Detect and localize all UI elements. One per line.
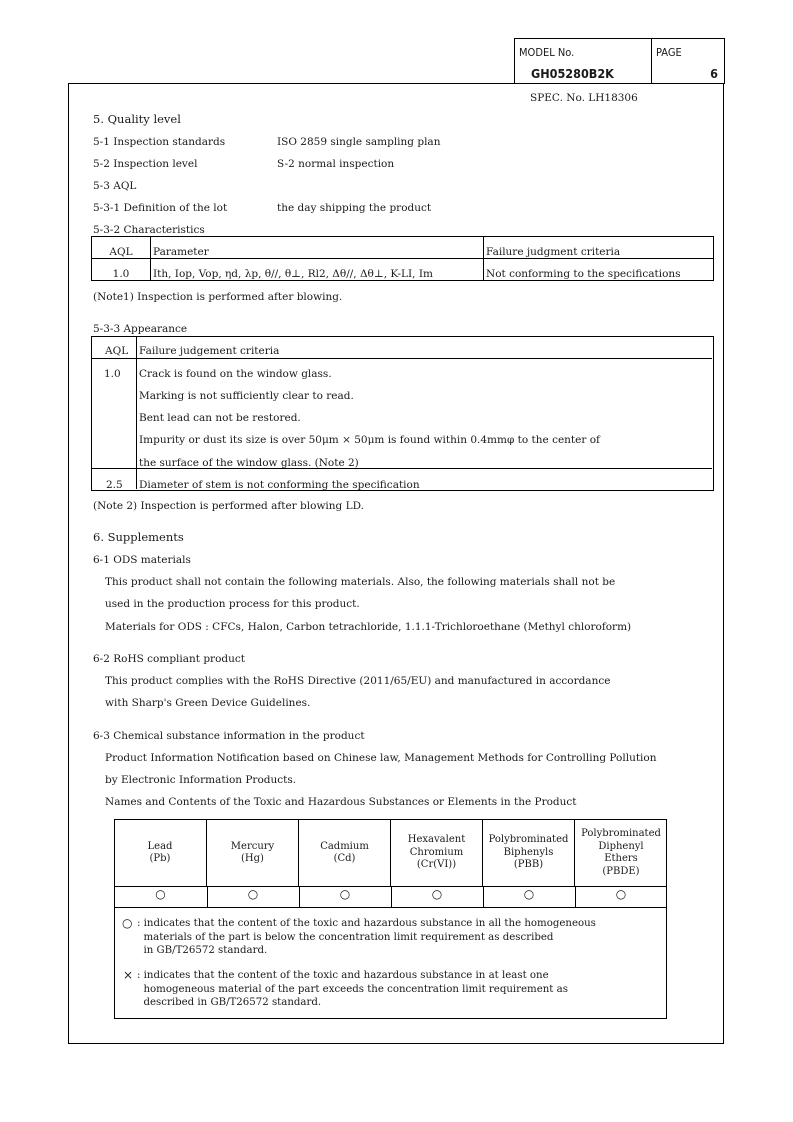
substance-pbde: Polybrominated Diphenyl Ethers (PBDE) xyxy=(581,828,661,877)
chem-text: by Electronic Information Products. xyxy=(105,774,297,786)
mark-lead: ○ xyxy=(155,887,166,901)
chem-text: Product Information Notification based on Chinese law, Management Methods for Controlling Pollution xyxy=(105,752,657,764)
criteria-cell: Not conforming to the specifications xyxy=(484,259,714,281)
legend-cross-symbol: × xyxy=(123,968,134,982)
ods-title: 6-1 ODS materials xyxy=(93,554,191,566)
page-number-box xyxy=(651,38,725,84)
mark-hexavalent-chromium: ○ xyxy=(431,887,443,901)
section-quality-title: 5. Quality level xyxy=(93,112,181,126)
note-1: (Note1) Inspection is performed after blowing. xyxy=(93,291,343,303)
substance-lead: Lead (Pb) xyxy=(114,819,207,887)
page-value: 6 xyxy=(710,66,718,81)
rohs-title: 6-2 RoHS compliant product xyxy=(93,653,245,665)
legend-circle-text: : indicates that the content of the toxic and hazardous substance in all the homogeneous materials of the part is below the concentration limit requirement as described in GB/T26572 standard. xyxy=(137,918,596,956)
chem-text: Names and Contents of the Toxic and Hazardous Substances or Elements in the Product xyxy=(105,796,577,808)
rohs-text: This product complies with the RoHS Directive (2011/65/EU) and manufactured in accordance xyxy=(105,675,611,687)
mark-pbde: ○ xyxy=(615,887,627,901)
page-label: PAGE xyxy=(656,46,682,59)
appearance-criterion: Crack is found on the window glass. xyxy=(139,368,332,380)
lot-definition-value: the day shipping the product xyxy=(277,202,432,214)
ods-text: used in the production process for this product. xyxy=(105,598,360,610)
inspection-level-label: 5-2 Inspection level xyxy=(93,158,198,170)
appearance-criterion: Impurity or dust its size is over 50μm × 50μm is found within 0.4mmφ to the center of xyxy=(139,434,600,446)
parameter-header: Parameter xyxy=(151,237,484,259)
characteristics-title: 5-3-2 Characteristics xyxy=(93,224,205,236)
inspection-standards-label: 5-1 Inspection standards xyxy=(93,136,226,148)
model-value: GH05280B2K xyxy=(531,66,614,81)
appearance-criterion: Diameter of stem is not conforming the specification xyxy=(139,479,420,491)
note-2: (Note 2) Inspection is performed after blowing LD. xyxy=(93,500,364,512)
section-supplements-title: 6. Supplements xyxy=(93,530,184,544)
appearance-criteria-header: Failure judgement criteria xyxy=(139,345,280,357)
legend-cross-text: : indicates that the content of the toxic and hazardous substance in at least one homogeneous material of the part exceeds the concentration limit requirement as described in GB/T26572 standard. xyxy=(137,970,568,1008)
appearance-criterion: Bent lead can not be restored. xyxy=(139,412,301,424)
chem-title: 6-3 Chemical substance information in the product xyxy=(93,730,365,742)
table-row xyxy=(92,237,714,259)
appearance-criterion: Marking is not sufficiently clear to read. xyxy=(139,390,354,402)
appearance-criterion: the surface of the window glass. (Note 2) xyxy=(139,457,359,469)
appearance-aql-header: AQL xyxy=(105,345,129,357)
substance-pbb: Polybrominated Biphenyls (PBB) xyxy=(483,819,575,887)
appearance-aql-b: 2.5 xyxy=(106,479,123,491)
mark-pbb: ○ xyxy=(523,887,535,901)
table-row xyxy=(92,259,714,281)
ods-text: This product shall not contain the following materials. Also, the following materials shall not be xyxy=(105,576,616,588)
aql-cell: 1.0 xyxy=(92,259,151,281)
spec-number: SPEC. No. LH18306 xyxy=(530,92,638,104)
substance-cadmium: Cadmium (Cd) xyxy=(299,819,391,887)
model-number-box xyxy=(514,38,652,84)
mark-cadmium: ○ xyxy=(339,887,351,901)
substances-header-row xyxy=(114,819,667,887)
rohs-text: with Sharp's Green Device Guidelines. xyxy=(105,697,311,709)
criteria-header: Failure judgment criteria xyxy=(484,237,714,259)
mark-mercury: ○ xyxy=(247,887,259,901)
substance-mercury: Mercury (Hg) xyxy=(207,819,299,887)
parameter-cell: Ith, Iop, Vop, ηd, λp, θ//, θ⊥, Rl2, Δθ//, Δθ⊥, K-LI, Im xyxy=(151,259,484,281)
appearance-table xyxy=(91,336,714,491)
inspection-level-value: S-2 normal inspection xyxy=(277,158,395,170)
legend-circle-symbol: ○ xyxy=(122,916,133,930)
aql-header: AQL xyxy=(92,237,151,259)
substance-hexavalent-chromium: Hexavalent Chromium (Cr(VI)) xyxy=(391,819,483,887)
model-label: MODEL No. xyxy=(519,46,575,59)
lot-definition-label: 5-3-1 Definition of the lot xyxy=(93,202,228,214)
inspection-standards-value: ISO 2859 single sampling plan xyxy=(277,136,441,148)
appearance-aql-a: 1.0 xyxy=(104,368,121,380)
aql-label: 5-3 AQL xyxy=(93,180,137,192)
characteristics-table xyxy=(91,236,714,281)
appearance-title: 5-3-3 Appearance xyxy=(93,323,188,335)
ods-text: Materials for ODS : CFCs, Halon, Carbon tetrachloride, 1.1.1-Trichloroethane (Methyl chloroform) xyxy=(105,621,632,633)
